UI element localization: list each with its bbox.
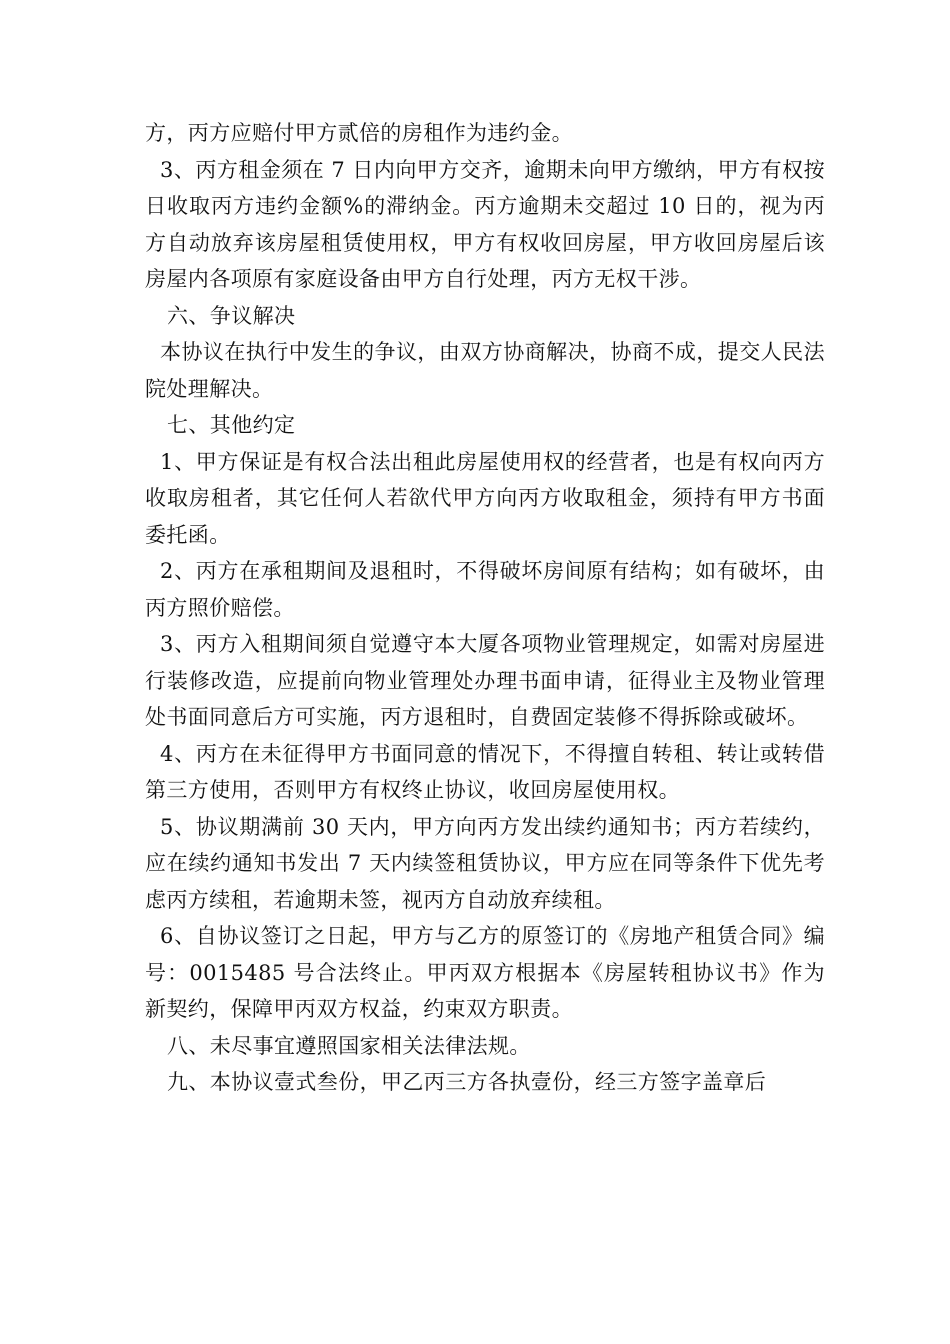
section-heading-unresolved-matters: 八、未尽事宜遵照国家相关法律法规。 [167,1033,531,1058]
paragraph-rent-payment-clause: 3、丙方租金须在 7 日内向甲方交齐，逾期未向甲方缴纳，甲方有权按日收取丙方违约金额%的滞纳金。丙方逾期未交超过 10 日的，视为丙方自动放弃该房屋租赁使用权，甲方有权收回房屋，甲方收回房屋后该房屋内各项原有家庭设备由甲方自行处理，丙方无权干涉。 [145,157,825,291]
paragraph-other-clause-3: 3、丙方入租期间须自觉遵守本大厦各项物业管理规定，如需对房屋进行装修改造，应提前向物业管理处办理书面申请，征得业主及物业管理处书面同意后方可实施，丙方退租时，自费固定装修不得拆除或破坏。 [145,632,825,729]
paragraph-other-clause-4: 4、丙方在未征得甲方书面同意的情况下，不得擅自转租、转让或转借第三方使用，否则甲方有权终止协议，收回房屋使用权。 [145,741,825,802]
paragraph-other-clause-2: 2、丙方在承租期间及退租时，不得破坏房间原有结构；如有破坏，由丙方照价赔偿。 [145,559,825,620]
section-heading-other-agreements: 七、其他约定 [167,413,296,437]
paragraph-dispute-resolution: 本协议在执行中发生的争议，由双方协商解决，协商不成，提交人民法院处理解决。 [145,340,825,401]
document-body [145,115,825,1101]
paragraph-other-clause-6: 6、自协议签订之日起，甲方与乙方的原签订的《房地产租赁合同》编号：0015485 号合法终止。甲丙双方根据本《房屋转租协议书》作为新契约，保障甲丙双方权益，约束双方职责。 [145,924,825,1021]
section-heading-dispute-resolution: 六、争议解决 [167,303,296,328]
section-heading-copies: 九、本协议壹式叁份，甲乙丙三方各执壹份，经三方签字盖章后 [167,1070,767,1094]
paragraph-penalty-continuation: 方，丙方应赔付甲方贰倍的房租作为违约金。 [145,121,573,145]
paragraph-other-clause-1: 1、甲方保证是有权合法出租此房屋使用权的经营者，也是有权向丙方收取房租者，其它任何人若欲代甲方向丙方收取租金，须持有甲方书面委托函。 [145,449,825,547]
paragraph-other-clause-5: 5、协议期满前 30 天内，甲方向丙方发出续约通知书；丙方若续约，应在续约通知书发出 7 天内续签租赁协议，甲方应在同等条件下优先考虑丙方续租，若逾期未签，视丙方自动放弃续租。 [145,814,825,912]
